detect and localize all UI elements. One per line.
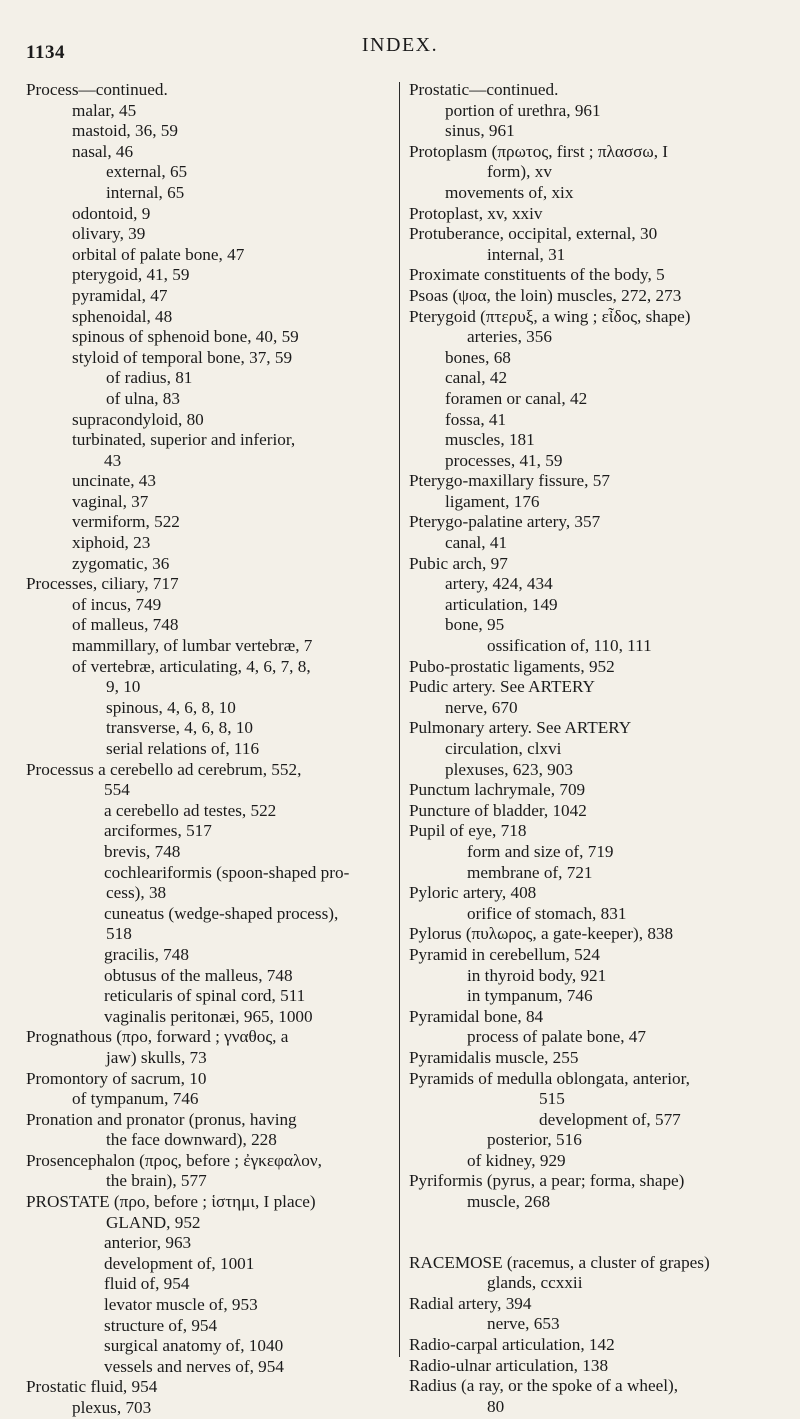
- index-entry: Pyramidalis muscle, 255: [409, 1047, 579, 1067]
- index-subentry: odontoid, 9: [72, 203, 151, 223]
- index-subentry: 43: [104, 450, 122, 470]
- index-subentry: reticularis of spinal cord, 511: [104, 986, 306, 1006]
- index-entry: Pupil of eye, 718: [409, 821, 527, 841]
- index-subentry: internal, 65: [106, 182, 185, 202]
- index-subentry: xiphoid, 23: [72, 533, 151, 553]
- index-subentry: plexuses, 623, 903: [445, 759, 573, 779]
- index-entry: Pyramid in cerebellum, 524: [409, 944, 600, 964]
- index-subentry: orbital of palate bone, 47: [72, 244, 245, 264]
- index-subentry: zygomatic, 36: [72, 553, 170, 573]
- index-subentry: 554: [104, 780, 130, 800]
- index-subentry: pyramidal, 47: [72, 285, 168, 305]
- index-subentry: malar, 45: [72, 100, 137, 120]
- index-entry: Pylorus (πυλωρος, a gate-keeper), 838: [409, 924, 674, 944]
- index-subentry: form and size of, 719: [467, 841, 614, 861]
- index-entry: Pterygo-palatine artery, 357: [409, 512, 601, 532]
- index-entry: Protuberance, occipital, external, 30: [409, 224, 658, 244]
- index-entry: Prostatic fluid, 954: [26, 1377, 158, 1397]
- index-subentry: spinous of sphenoid bone, 40, 59: [72, 327, 299, 347]
- index-subentry: anterior, 963: [104, 1233, 192, 1253]
- index-subentry: circulation, clxvi: [445, 739, 562, 758]
- index-subentry: structure of, 954: [104, 1315, 218, 1335]
- index-subentry: of kidney, 929: [467, 1150, 566, 1170]
- index-subentry: turbinated, superior and inferior,: [72, 430, 296, 450]
- index-subentry: fossa, 41: [445, 409, 507, 429]
- index-subentry: 80: [487, 1396, 505, 1416]
- index-subentry: GLAND, 952: [106, 1212, 201, 1232]
- index-subentry: nerve, 670: [445, 697, 518, 717]
- index-subentry: process of palate bone, 47: [467, 1027, 646, 1047]
- index-subentry: processes, 41, 59: [445, 450, 563, 470]
- index-subentry: 9, 10: [106, 677, 141, 697]
- index-subentry: sphenoidal, 48: [72, 306, 173, 326]
- index-subentry: jaw) skulls, 73: [106, 1047, 207, 1067]
- index-column-left: [26, 80, 394, 1419]
- index-subentry: cochleariformis (spoon-shaped pro-: [104, 862, 350, 882]
- section-gap: [409, 1233, 779, 1253]
- index-subentry: glands, ccxxii: [487, 1273, 583, 1293]
- index-subentry: cess), 38: [106, 883, 167, 903]
- index-subentry: articulation, 149: [445, 594, 558, 614]
- index-entry: Pudic artery. See ARTERY: [409, 677, 595, 697]
- index-subentry: supracondyloid, 80: [72, 409, 204, 429]
- index-subentry: bones, 68: [445, 347, 511, 367]
- index-entry: Radius (a ray, or the spoke of a wheel),: [409, 1376, 679, 1396]
- index-subentry: spinous, 4, 6, 8, 10: [106, 697, 236, 717]
- index-subentry: vaginalis peritonæi, 965, 1000: [104, 1006, 313, 1026]
- index-subentry: of tympanum, 746: [72, 1089, 199, 1109]
- index-entry: Protoplast, xv, xxiv: [409, 203, 543, 223]
- index-subentry: mastoid, 36, 59: [72, 121, 178, 141]
- index-entry: Pronation and pronator (pronus, having: [26, 1109, 297, 1129]
- index-subentry: a cerebello ad testes, 522: [104, 800, 277, 820]
- index-subentry: cuneatus (wedge-shaped process),: [104, 903, 339, 923]
- index-subentry: gracilis, 748: [104, 944, 189, 964]
- index-subentry: obtusus of the malleus, 748: [104, 965, 293, 985]
- index-entry: Pyloric artery, 408: [409, 883, 537, 903]
- page-number: 1134: [26, 42, 65, 63]
- index-subentry: mammillary, of lumbar vertebræ, 7: [72, 636, 313, 656]
- index-subentry: of radius, 81: [106, 368, 193, 388]
- index-entry: Protoplasm (πρωτος, first ; πλασσω, I: [409, 141, 669, 161]
- index-entry: Radio-carpal articulation, 142: [409, 1335, 615, 1355]
- index-entry: Punctum lachrymale, 709: [409, 780, 586, 800]
- index-subentry: the brain), 577: [106, 1171, 207, 1191]
- index-subentry: transverse, 4, 6, 8, 10: [106, 718, 254, 738]
- index-subentry: of malleus, 748: [72, 615, 179, 635]
- index-subentry: arciformes, 517: [104, 821, 212, 841]
- index-subentry: ligament, 176: [445, 491, 540, 511]
- index-subentry: canal, 41: [445, 533, 508, 553]
- index-entry: Puncture of bladder, 1042: [409, 800, 587, 820]
- index-subentry: plexus, 703: [72, 1398, 152, 1417]
- index-subentry: of incus, 749: [72, 594, 162, 614]
- index-entry: Pubo-prostatic ligaments, 952: [409, 656, 615, 676]
- index-subentry: orifice of stomach, 831: [467, 903, 627, 923]
- index-subentry: portion of urethra, 961: [445, 100, 601, 120]
- index-subentry: brevis, 748: [104, 841, 181, 861]
- index-entry: Proximate constituents of the body, 5: [409, 265, 665, 285]
- index-subentry: movements of, xix: [445, 182, 574, 202]
- index-subentry: foramen or canal, 42: [445, 388, 588, 408]
- index-subentry: sinus, 961: [445, 121, 515, 141]
- index-subentry: levator muscle of, 953: [104, 1295, 258, 1315]
- index-entry: Radial artery, 394: [409, 1293, 532, 1313]
- section-gap: [409, 1213, 779, 1233]
- index-subentry: vessels and nerves of, 954: [104, 1356, 284, 1376]
- index-subentry: canal, 42: [445, 368, 508, 388]
- index-subentry: vermiform, 522: [72, 512, 180, 532]
- index-subentry: development of, 577: [539, 1109, 681, 1129]
- index-subentry: styloid of temporal bone, 37, 59: [72, 347, 293, 367]
- index-subentry: ossification of, 110, 111: [487, 636, 652, 656]
- index-entry: Pyramids of medulla oblongata, anterior,: [409, 1068, 690, 1088]
- index-subentry: muscle, 268: [467, 1192, 551, 1212]
- index-subentry: development of, 1001: [104, 1253, 255, 1273]
- index-subentry: vaginal, 37: [72, 491, 149, 511]
- index-subentry: nerve, 653: [487, 1314, 560, 1334]
- index-subentry: membrane of, 721: [467, 862, 593, 882]
- index-entry: Processus a cerebello ad cerebrum, 552,: [26, 759, 302, 779]
- index-subentry: olivary, 39: [72, 224, 146, 244]
- index-subentry: in thyroid body, 921: [467, 965, 607, 985]
- index-entry: Processes, ciliary, 717: [26, 574, 179, 594]
- index-entry: Pterygoid (πτερυξ, a wing ; εἶδος, shape): [409, 306, 691, 326]
- index-entry: Radio-ulnar articulation, 138: [409, 1355, 609, 1375]
- running-head: INDEX.: [361, 34, 439, 56]
- index-subentry: form), xv: [487, 162, 552, 182]
- index-subentry: posterior, 516: [487, 1130, 582, 1150]
- index-entry: Pubic arch, 97: [409, 553, 508, 573]
- index-entry: PROSTATE (προ, before ; ἱστημι, I place): [26, 1192, 316, 1212]
- index-entry: Pterygo-maxillary fissure, 57: [409, 471, 610, 491]
- index-subentry: the face downward), 228: [106, 1130, 277, 1150]
- index-entry: RACEMOSE (racemus, a cluster of grapes): [409, 1252, 710, 1272]
- index-subentry: internal, 31: [487, 244, 566, 264]
- index-subentry: bone, 95: [445, 615, 505, 635]
- index-subentry: of vertebræ, articulating, 4, 6, 7, 8,: [72, 656, 311, 676]
- index-subentry: in tympanum, 746: [467, 986, 593, 1006]
- index-entry: Pyramidal bone, 84: [409, 1006, 544, 1026]
- column-divider: [399, 82, 400, 1357]
- index-entry: Prognathous (προ, forward ; γναθος, a: [26, 1027, 289, 1047]
- index-entry: Process—continued.: [26, 80, 168, 99]
- index-subentry: 518: [106, 924, 132, 944]
- index-entry: Pyriformis (pyrus, a pear; forma, shape): [409, 1171, 685, 1191]
- index-entry: Prostatic—continued.: [409, 80, 559, 99]
- index-subentry: fluid of, 954: [104, 1274, 190, 1294]
- index-subentry: muscles, 181: [445, 430, 535, 450]
- index-subentry: arteries, 356: [467, 327, 552, 347]
- index-entry: Psoas (ψoα, the loin) muscles, 272, 273: [409, 285, 682, 305]
- index-subentry: serial relations of, 116: [106, 739, 260, 758]
- index-entry: Promontory of sacrum, 10: [26, 1068, 207, 1088]
- index-subentry: 515: [539, 1089, 565, 1109]
- index-subentry: surgical anatomy of, 1040: [104, 1336, 284, 1356]
- index-subentry: nasal, 46: [72, 141, 134, 161]
- index-subentry: external, 65: [106, 162, 188, 182]
- index-subentry: of ulna, 83: [106, 388, 180, 408]
- index-column-right: [409, 80, 779, 1417]
- index-subentry: pterygoid, 41, 59: [72, 265, 190, 285]
- index-entry: Pulmonary artery. See ARTERY: [409, 718, 632, 738]
- index-entry: Prosencephalon (προς, before ; ἐγκεφαλον,: [26, 1150, 322, 1170]
- index-subentry: uncinate, 43: [72, 471, 156, 491]
- index-subentry: artery, 424, 434: [445, 574, 553, 594]
